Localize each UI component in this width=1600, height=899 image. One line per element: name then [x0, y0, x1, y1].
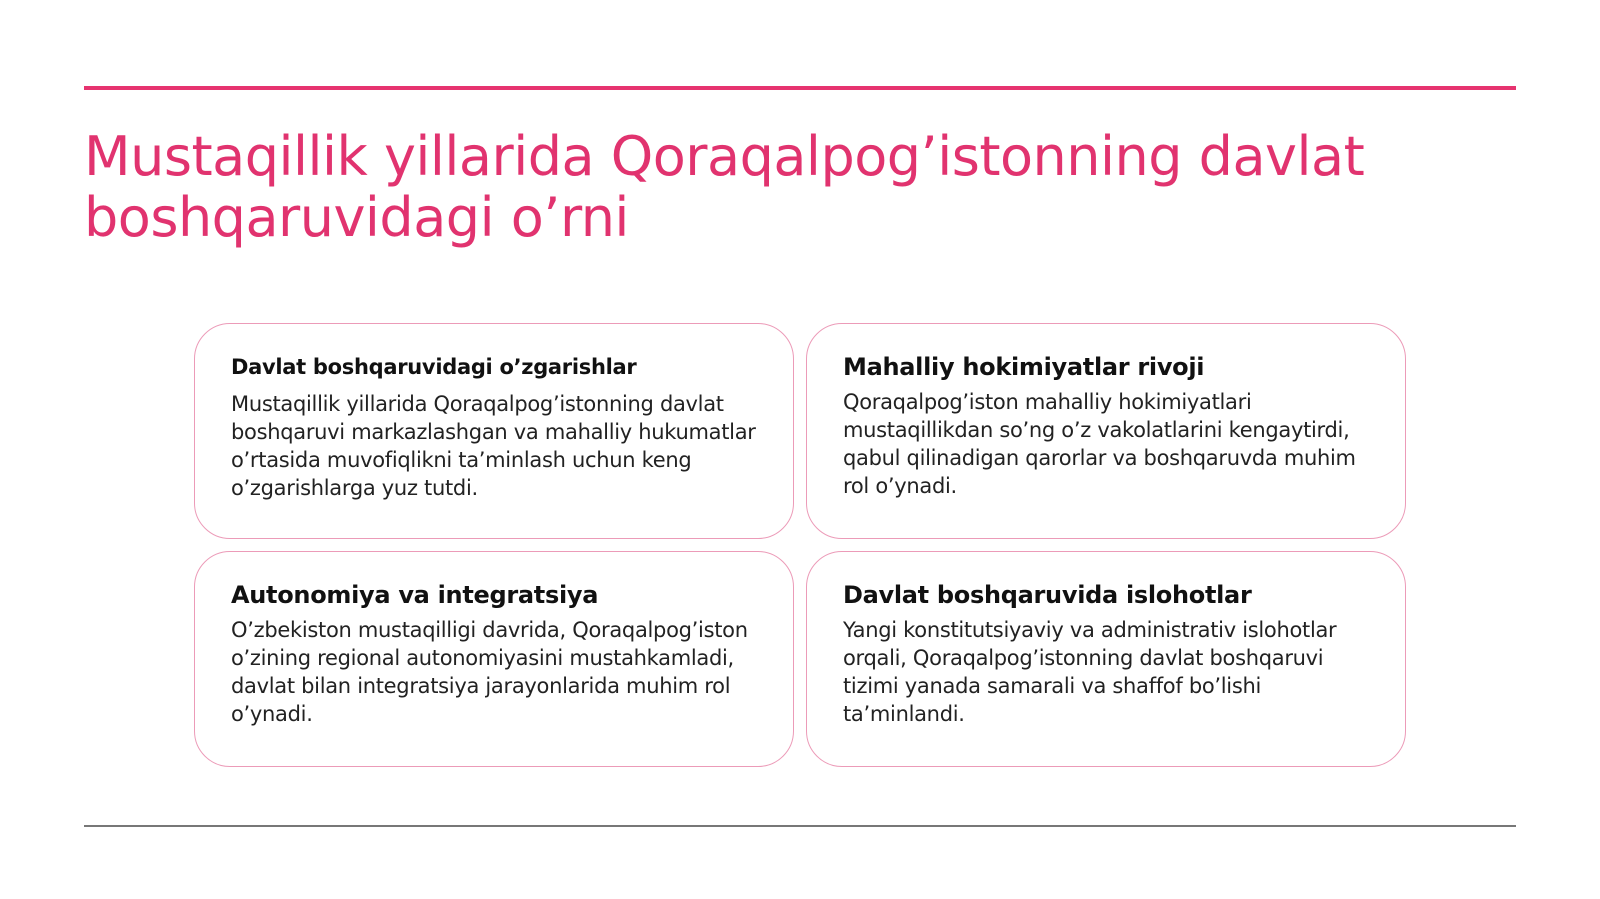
card-title: Davlat boshqaruvidagi o’zgarishlar — [231, 355, 637, 379]
slide-title: Mustaqillik yillarida Qoraqalpog’istonning davlat boshqaruvidagi o’rni — [84, 125, 1365, 249]
footer-rule — [84, 825, 1516, 827]
cards-grid — [194, 323, 1406, 767]
card-title: Davlat boshqaruvida islohotlar — [843, 581, 1252, 609]
card-text: Mustaqillik yillarida Qoraqalpog’istonning davlat boshqaruvi markazlashgan va mahalliy hukumatlar o’rtasida muvofiqlikni ta’minlash uchun keng o’zgarishlarga yuz tutdi. — [231, 392, 756, 500]
card-reforms — [806, 551, 1406, 767]
card-text: O’zbekiston mustaqilligi davrida, Qoraqalpog’iston o’zining regional autonomiyasini mustahkamladi, davlat bilan integratsiya jarayonlarida muhim rol o’ynadi. — [231, 618, 748, 726]
card-government-changes — [194, 323, 794, 539]
title-accent-rule — [84, 86, 1516, 90]
card-local-authorities — [806, 323, 1406, 539]
card-autonomy-integration — [194, 551, 794, 767]
card-title: Mahalliy hokimiyatlar rivoji — [843, 353, 1205, 381]
card-text: Yangi konstitutsiyaviy va administrativ islohotlar orqali, Qoraqalpog’istonning davlat boshqaruvi tizimi yanada samarali va shaffof bo’lishi ta’minlandi. — [843, 618, 1337, 726]
card-text: Qoraqalpog’iston mahalliy hokimiyatlari mustaqillikdan so’ng o’z vakolatlarini kengaytirdi, qabul qilinadigan qarorlar va boshqaruvda muhim rol o’ynadi. — [843, 390, 1356, 498]
card-title: Autonomiya va integratsiya — [231, 581, 599, 609]
